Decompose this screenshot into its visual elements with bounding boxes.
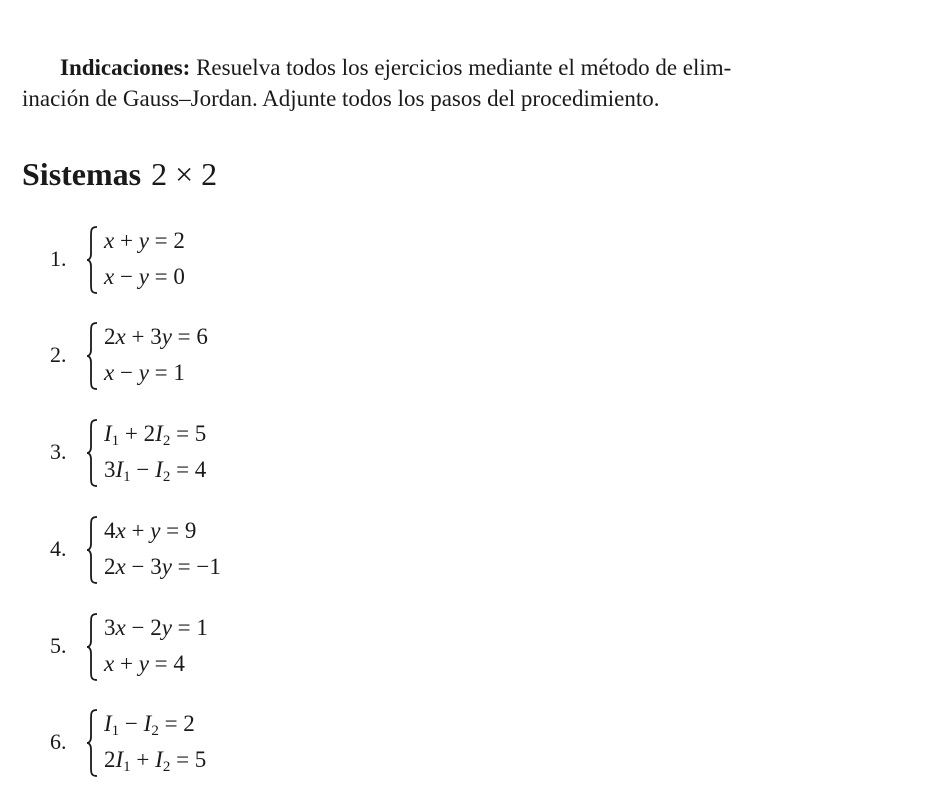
instructions-line-1 xyxy=(22,52,902,83)
section-size: 2 × 2 xyxy=(151,156,218,192)
equation-2: $2I_1 + I_2 = 5$ xyxy=(104,747,207,775)
exercise-number: 1. xyxy=(50,246,67,271)
instructions-line-2: inación de Gauss–Jordan. Adjunte todos los pasos del procedimiento. xyxy=(22,86,660,111)
exercise-item xyxy=(50,318,450,398)
equation-1: 4x + y = 9 xyxy=(104,518,197,543)
section-title: Sistemas xyxy=(22,156,142,192)
equation-2: 2x − 3y = −1 xyxy=(104,554,221,579)
instructions-text-1: Resuelva todos los ejercicios mediante el método de elim- xyxy=(190,55,732,80)
equation-1: $I_1 + 2I_2 = 5$ xyxy=(104,421,207,449)
section-heading xyxy=(22,156,217,193)
equation-2: x − y = 1 xyxy=(104,360,185,385)
exercise-item xyxy=(50,705,450,785)
equation-1: 2x + 3y = 6 xyxy=(104,324,208,349)
instructions-label: Indicaciones: xyxy=(60,55,191,80)
left-brace-icon xyxy=(86,516,98,584)
exercise-item xyxy=(50,222,450,302)
instructions-paragraph xyxy=(22,52,902,114)
exercise-item xyxy=(50,609,450,689)
exercise-number: 5. xyxy=(50,633,67,658)
left-brace-icon xyxy=(86,322,98,390)
equation-1: 3x − 2y = 1 xyxy=(104,615,208,640)
exercise-number: 4. xyxy=(50,536,67,561)
left-brace-icon xyxy=(86,226,98,294)
equation-1: $I_1 - I_2 = 2$ xyxy=(104,711,195,739)
left-brace-icon xyxy=(86,613,98,681)
exercise-item xyxy=(50,512,450,592)
equation-2: $3I_1 - I_2 = 4$ xyxy=(104,457,207,485)
exercise-number: 6. xyxy=(50,729,67,754)
equation-2: x + y = 4 xyxy=(104,651,185,676)
exercise-number: 3. xyxy=(50,439,67,464)
left-brace-icon xyxy=(86,709,98,777)
left-brace-icon xyxy=(86,419,98,487)
exercise-number: 2. xyxy=(50,342,67,367)
equation-2: x − y = 0 xyxy=(104,264,185,289)
exercise-item xyxy=(50,415,450,495)
equation-1: x + y = 2 xyxy=(104,228,185,253)
